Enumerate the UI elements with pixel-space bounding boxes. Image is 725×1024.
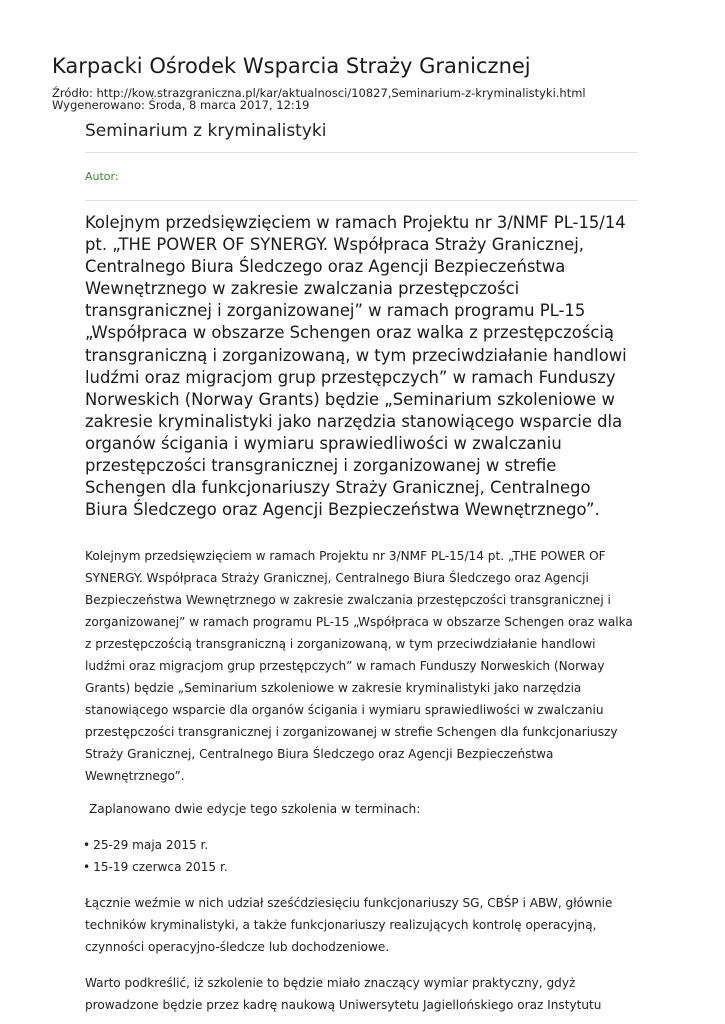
body-paragraph-2: Zaplanowano dwie edycje tego szkolenia w terminach:	[89, 802, 421, 817]
title-divider	[85, 152, 638, 153]
body-paragraph-1: Kolejnym przedsięwzięciem w ramach Projektu nr 3/NMF PL-15/14 pt. „THE POWER OF SYNERGY. Współpraca Straży Granicznej, Centralnego Biura Śledczego oraz Agencji Bezpieczeństwa Wewnętrznego w zakresie zwalczania przestępczości transgranicznej i zorganizowanej” w ramach programu PL-15 „Współpraca w obszarze Schengen oraz walka z przestępczością transgraniczną i zorganizowaną, w tym przeciwdziałanie handlowi ludźmi oraz migracjom grup przestępczych” w ramach Funduszy Norweskich (Norway Grants) będzie „Seminarium szkoleniowe w zakresie kryminalistyki jako narzędzia stanowiącego wsparcie dla organów ścigania i wymiaru sprawiedliwości w zwalczaniu przestępczości transgranicznej i zorganizowanej w strefie Schengen dla funkcjonariuszy Straży Granicznej, Centralnego Biura Śledczego oraz Agencji Bezpieczeństwa Wewnętrznego”.	[85, 549, 633, 784]
date-item-2: • 15-19 czerwca 2015 r.	[83, 856, 638, 878]
body-paragraph-4: Warto podkreślić, iż szkolenie to będzie miało znaczący wymiar praktyczny, gdyż prowadzone będzie przez kadrę naukową Uniwersytetu Jagiellońskiego oraz Instytutu	[85, 976, 602, 1013]
date-item-1: • 25-29 maja 2015 r.	[83, 834, 638, 856]
dates-list	[83, 834, 638, 878]
author-divider	[85, 200, 638, 201]
document-meta	[52, 87, 586, 111]
author-label: Autor:	[85, 170, 119, 183]
source-line: Źródło: http://kow.strazgraniczna.pl/kar/aktualnosci/10827,Seminarium-z-kryminalistyki.html	[52, 86, 586, 100]
article-title: Seminarium z kryminalistyki	[85, 121, 327, 141]
body-paragraph-3: Łącznie weźmie w nich udział sześćdziesięciu funkcjonariuszy SG, CBŚP i ABW, głównie techników kryminalistyki, a także funkcjonariuszy realizujących kontrolę operacyjną, czynności operacyjno-śledcze lub dochodzeniowe.	[85, 896, 613, 955]
article-lead: Kolejnym przedsięwzięciem w ramach Projektu nr 3/NMF PL-15/14 pt. „THE POWER OF SYNERGY. Współpraca Straży Granicznej, Centralnego Biura Śledczego oraz Agencji Bezpieczeństwa Wewnętrznego w zakresie zwalczania przestępczości transgranicznej i zorganizowanej” w ramach programu PL-15 „Współpraca w obszarze Schengen oraz walka z przestępczością transgraniczną i zorganizowaną, w tym przeciwdziałanie handlowi ludźmi oraz migracjom grup przestępczych” w ramach Funduszy Norweskich (Norway Grants) będzie „Seminarium szkoleniowe w zakresie kryminalistyki jako narzędzia stanowiącego wsparcie dla organów ścigania i wymiaru sprawiedliwości w zwalczaniu przestępczości transgranicznej i zorganizowanej w strefie Schengen dla funkcjonariuszy Straży Granicznej, Centralnego Biura Śledczego oraz Agencji Bezpieczeństwa Wewnętrznego”.	[85, 213, 627, 520]
article	[85, 118, 638, 1016]
generated-line: Wygenerowano: Środa, 8 marca 2017, 12:19	[52, 98, 310, 112]
site-title: Karpacki Ośrodek Wsparcia Straży Granicznej	[52, 54, 531, 78]
